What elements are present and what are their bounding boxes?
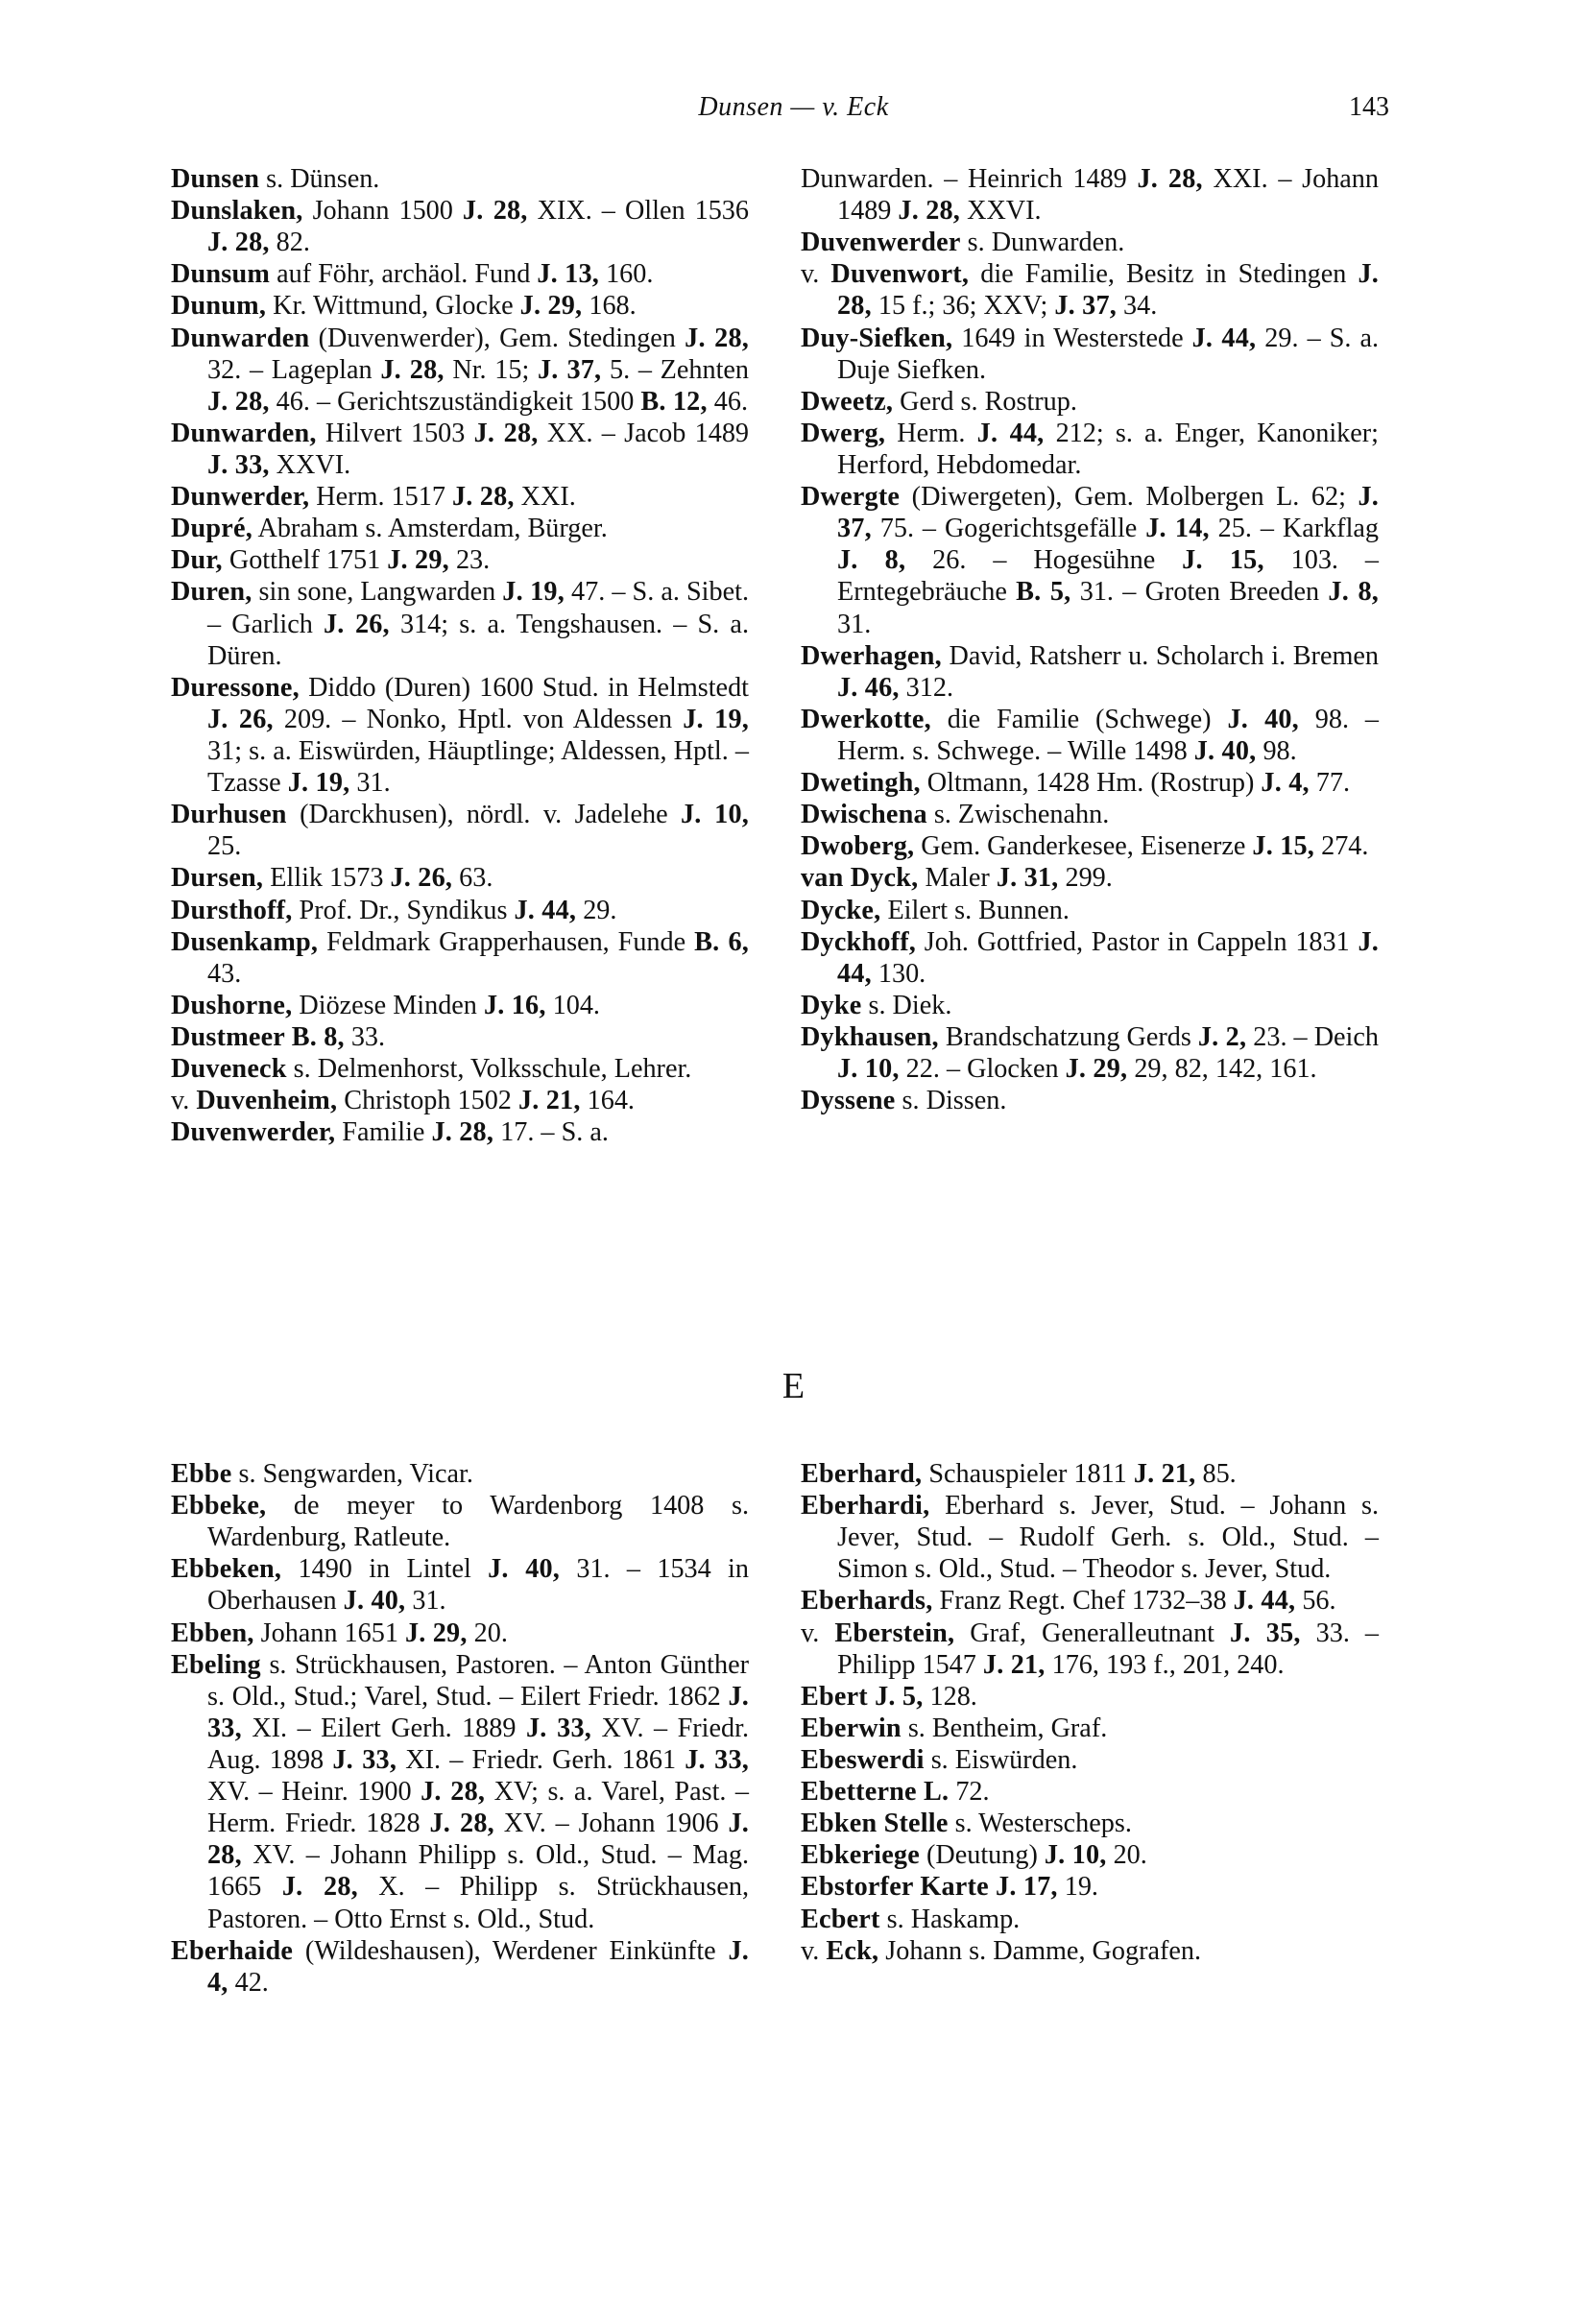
index-entry: v. Duvenwort, die Familie, Besitz in Stedingen J. 28, 15 f.; 36; XXV; J. 37, 34. [801, 259, 1380, 322]
index-entry: Dushorne, Diözese Minden J. 16, 104. [171, 990, 600, 1020]
index-entry: Duy-Siefken, 1649 in Westerstede J. 44, 29. – S. a. Duje Siefken. [801, 323, 1380, 385]
index-entry: Durhusen (Darckhusen), nördl. v. Jadelehe J. 10, 25. [171, 800, 749, 862]
index-entry: Dunwarden. – Heinrich 1489 J. 28, XXI. – Johann 1489 J. 28, XXVI. [801, 164, 1379, 227]
section-letter-heading: E [781, 1366, 806, 1406]
index-entry: Dycke, Eilert s. Bunnen. [801, 895, 1070, 925]
index-entry: Eberhards, Franz Regt. Chef 1732–38 J. 44, 56. [801, 1586, 1336, 1617]
index-entry: Duveneck s. Delmenhorst, Volksschule, Lehrer. [171, 1054, 692, 1085]
index-entry: Dupré, Abraham s. Amsterdam, Bürger. [171, 514, 608, 544]
index-entry: Dwoberg, Gem. Ganderkesee, Eisenerze J. 15, 274. [801, 831, 1369, 862]
running-head: Dunsen — v. Eck [698, 92, 889, 122]
index-column-top-right [801, 163, 1379, 1116]
index-entry: Dwergte (Diwergeten), Gem. Molbergen L. 62; J. 37, 75. – Gogerichtsgefälle J. 14, 25. – Karkflag J. 8, 26. – Hogesühne J. 15, 103. – Erntegebräuche B. 5, 31. – Groten Breeden J. 8, 31. [801, 482, 1380, 639]
index-entry: Eberhardi, Eberhard s. Jever, Stud. – Johann s. Jever, Stud. – Rudolf Gerh. s. Old., Stud. – Simon s. Old., Stud. – Theodor s. Jever, Stud. [801, 1491, 1379, 1585]
index-entry: Eberhard, Schauspieler 1811 J. 21, 85. [801, 1459, 1237, 1489]
index-entry: Dunum, Kr. Wittmund, Glocke J. 29, 168. [171, 291, 637, 322]
index-entry: Dyke s. Diek. [801, 990, 952, 1020]
index-entry: Dwischena s. Zwischenahn. [801, 800, 1110, 830]
index-entry: Dwerg, Herm. J. 44, 212; s. a. Enger, Kanoniker; Herford, Hebdomedar. [801, 418, 1379, 480]
index-entry: Dyckhoff, Joh. Gottfried, Pastor in Cappeln 1831 J. 44, 130. [801, 926, 1379, 989]
index-entry: Dunwarden (Duvenwerder), Gem. Stedingen J. 28, 32. – Lageplan J. 28, Nr. 15; J. 37, 5. – Zehnten J. 28, 46. – Gerichtszuständigkeit 1500 B. 12, 46. [171, 323, 750, 417]
index-entry: Dunsen s. Dünsen. [171, 164, 380, 194]
index-entry: Dusenkamp, Feldmark Grapperhausen, Funde B. 6, 43. [171, 926, 750, 989]
index-entry: Dykhausen, Brandschatzung Gerds J. 2, 23. – Deich J. 10, 22. – Glocken J. 29, 29, 82, 142, 161. [801, 1021, 1379, 1085]
page-number: 143 [1349, 92, 1389, 122]
index-entry: Ebert J. 5, 128. [801, 1681, 977, 1712]
index-entry: Duren, sin sone, Langwarden J. 19, 47. – S. a. Sibet. – Garlich J. 26, 314; s. a. Tengshausen. – S. a. Düren. [171, 577, 749, 671]
index-column-top-left [171, 163, 749, 1148]
index-entry: Dunwarden, Hilvert 1503 J. 28, XX. – Jacob 1489 J. 33, XXVI. [171, 418, 750, 480]
index-entry: Duressone, Diddo (Duren) 1600 Stud. in Helmstedt J. 26, 209. – Nonko, Hptl. von Aldessen J. 19, 31; s. a. Eiswürden, Häuptlinge; Aldessen, Hptl. – Tzasse J. 19, 31. [171, 672, 749, 799]
index-entry: v. Eberstein, Graf, Generalleutnant J. 35, 33. – Philipp 1547 J. 21, 176, 193 f., 201, 240. [801, 1617, 1380, 1680]
index-entry: Eberhaide (Wildeshausen), Werdener Einkünfte J. 4, 42. [171, 1935, 749, 1998]
index-entry: Dwerhagen, David, Ratsherr u. Scholarch i. Bremen J. 46, 312. [801, 640, 1379, 703]
index-entry: Ebben, Johann 1651 J. 29, 20. [171, 1617, 508, 1648]
index-column-bottom-left [171, 1458, 749, 1999]
index-entry: Eberwin s. Bentheim, Graf. [801, 1713, 1108, 1743]
index-entry: Dunsum auf Föhr, archäol. Fund J. 13, 160. [171, 259, 654, 290]
index-entry: Dweetz, Gerd s. Rostrup. [801, 386, 1077, 417]
index-entry: Ebbe s. Sengwarden, Vicar. [171, 1459, 473, 1489]
index-entry: Dustmeer B. 8, 33. [171, 1021, 386, 1052]
index-entry: Dunwerder, Herm. 1517 J. 28, XXI. [171, 482, 576, 513]
index-entry: Ecbert s. Haskamp. [801, 1904, 1021, 1934]
index-entry: Dwetingh, Oltmann, 1428 Hm. (Rostrup) J. 4, 77. [801, 768, 1351, 799]
index-entry: Dursthoff, Prof. Dr., Syndikus J. 44, 29. [171, 895, 617, 925]
index-entry: Dur, Gotthelf 1751 J. 29, 23. [171, 545, 491, 576]
index-entry: Duvenwerder s. Dunwarden. [801, 228, 1125, 258]
index-entry: v. Eck, Johann s. Damme, Gografen. [801, 1935, 1202, 1966]
index-entry: Dyssene s. Dissen. [801, 1086, 1007, 1116]
index-entry: Ebstorfer Karte J. 17, 19. [801, 1872, 1098, 1903]
page-header [0, 92, 1587, 131]
index-entry: v. Duvenheim, Christoph 1502 J. 21, 164. [171, 1086, 635, 1116]
index-entry: Dwerkotte, die Familie (Schwege) J. 40, 98. – Herm. s. Schwege. – Wille 1498 J. 40, 98. [801, 704, 1380, 766]
index-entry: Ebeling s. Strückhausen, Pastoren. – Anton Günther s. Old., Stud.; Varel, Stud. – Eilert Friedr. 1862 J. 33, XI. – Eilert Gerh. 1889 J. 33, XV. – Friedr. Aug. 1898 J. 33, XI. – Friedr. Gerh. 1861 J. 33, XV. – Heinr. 1900 J. 28, XV; s. a. Varel, Past. – Herm. Friedr. 1828 J. 28, XV. – Johann 1906 J. 28, XV. – Johann Philipp s. Old., Stud. – Mag. 1665 J. 28, X. – Philipp s. Strückhausen, Pastoren. – Otto Ernst s. Old., Stud. [171, 1649, 750, 1934]
index-entry: Ebeswerdi s. Eiswürden. [801, 1744, 1078, 1775]
index-entry: Dunslaken, Johann 1500 J. 28, XIX. – Ollen 1536 J. 28, 82. [171, 196, 749, 258]
index-entry: Dursen, Ellik 1573 J. 26, 63. [171, 863, 493, 894]
index-entry: Duvenwerder, Familie J. 28, 17. – S. a. [171, 1117, 609, 1148]
index-entry: Ebkeriege (Deutung) J. 10, 20. [801, 1840, 1147, 1871]
index-entry: Ebbeken, 1490 in Lintel J. 40, 31. – 1534 in Oberhausen J. 40, 31. [171, 1554, 749, 1617]
index-entry: Ebken Stelle s. Westerscheps. [801, 1809, 1132, 1839]
index-column-bottom-right [801, 1458, 1379, 1967]
index-entry: Ebbeke, de meyer to Wardenborg 1408 s. Wardenburg, Ratleute. [171, 1491, 749, 1553]
index-entry: Ebetterne L. 72. [801, 1777, 990, 1808]
index-entry: van Dyck, Maler J. 31, 299. [801, 863, 1113, 894]
